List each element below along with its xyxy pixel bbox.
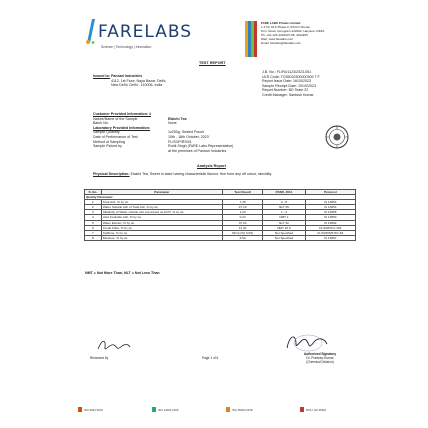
analysis-title: Analysis Report [197, 164, 226, 168]
accreditation-seal-icon [325, 125, 349, 149]
info-key: Nature/Name of the Sample [93, 116, 138, 121]
cell: Total Ash, % by wt. [101, 200, 222, 205]
cell: Moisture, % by wt. [101, 235, 222, 240]
cell: 7.30 [222, 200, 262, 205]
lab-line: Web: www.farelabs.com [261, 37, 294, 41]
brand-tagline: Science | Technology | Innovation [101, 45, 152, 49]
signatory-line: (Chemical Division) [306, 360, 334, 364]
info-row [93, 149, 263, 154]
cert-label: ISO 9001:2015 [84, 407, 103, 412]
cell: IS 13857 [305, 235, 355, 240]
sample-info-block [93, 112, 263, 153]
cell: 3 [85, 210, 102, 215]
cert-badge [78, 407, 103, 412]
brand-name: FARELABS [98, 22, 193, 42]
issued-to-block [93, 74, 208, 88]
info-value: FL/SOP/RS/01 [168, 139, 192, 144]
cell: 6 [85, 225, 102, 230]
cell: 8 [85, 235, 102, 240]
cert-label: ISO 14001:2015 [158, 407, 179, 412]
info-key: Batch No. [93, 121, 109, 126]
col-header: Protocol [305, 190, 355, 195]
results-table [84, 189, 356, 241]
table-row [85, 235, 356, 240]
cell: 4 [85, 215, 102, 220]
info-key [93, 149, 168, 154]
cell: 11.30 [222, 225, 262, 230]
page-number: Page 1 of 6 [202, 356, 219, 360]
lab-address-block [261, 21, 357, 45]
cell: Acid Insoluble Ash, % by wt. [101, 215, 222, 220]
cell: Caffeine, % by wt. [101, 230, 222, 235]
cell: 4 - 8 [263, 200, 305, 205]
cell: 2 [85, 205, 102, 210]
cell: NLT 45 [263, 205, 305, 210]
meta-row: Sample Receipt Date: 10/10/2023 [262, 83, 316, 88]
signatory-line: Authorized Signatory [303, 352, 337, 356]
cert-label: MOU: HZ 45001 [306, 407, 327, 412]
cell: 5 [85, 220, 102, 225]
cert-icon [78, 407, 82, 412]
signature-right-icon [284, 332, 330, 354]
cert-icon [152, 407, 156, 412]
cell: Not Specified [263, 230, 305, 235]
right-signatory [275, 352, 365, 364]
info-value: 1x250g, Sealed Pouch [168, 130, 205, 135]
info-value: None [168, 121, 177, 126]
cell: 6.50 [222, 235, 262, 240]
cert-icon [300, 407, 304, 412]
lab-info-heading: Laboratory Provided Information: [93, 125, 151, 130]
cell: 0.24 [222, 215, 262, 220]
cell: 37.20 [222, 220, 262, 225]
meta-row: Credit Manager: Santosh Kumar [262, 92, 314, 97]
cell: 1 - 3 [263, 210, 305, 215]
cell: 47.19 [222, 205, 262, 210]
group-label: Quality Parameter: [85, 195, 356, 200]
lab-stripes-logo [245, 21, 257, 57]
cell: IS 13854 [305, 200, 355, 205]
cell: NLT 32 [263, 220, 305, 225]
abbreviation-notes: NMT = Not More Than, NLT = Not Less Than [85, 271, 160, 275]
cert-badge [300, 407, 326, 412]
cell: Alkalinity of Water soluble ash expressed as KOH, % by wt. [101, 210, 222, 215]
cell: NMT 1 [263, 215, 305, 220]
meta-row: Report Issue Date: 16/10/2023 [262, 79, 311, 84]
info-value: 10th - 16th October, 2023 [168, 134, 209, 139]
col-header: Parameter [101, 190, 222, 195]
cell: Water Extract, % by wt. [101, 220, 222, 225]
meta-row: ULR Code: TC55032300000309 7 F [262, 74, 320, 79]
col-header: S. No. [85, 190, 102, 195]
signatory-line: Dr. Pradeep Kumar [306, 356, 334, 360]
cell: FL/SOP/MT/FC-63 [305, 230, 355, 235]
lab-name: FARE LABS Private Limited [261, 21, 301, 25]
meta-row: J.B. No.: FL/FA/1123/2023-051 [262, 70, 312, 74]
cert-badge [226, 407, 252, 412]
cell: IS 13853 [305, 215, 355, 220]
cell: IS 13862 [305, 220, 355, 225]
issued-name: Pansari Industries [110, 74, 143, 78]
info-key: Sample Picked by [93, 144, 122, 149]
signature-left-icon [96, 337, 132, 355]
info-key: Date of Performance of Test [93, 134, 138, 139]
report-title: TEST REPORT [199, 61, 226, 65]
cell: IS 13854 [305, 205, 355, 210]
cell: 1 [85, 200, 102, 205]
lab-line: Email: farelabs@farelabs.com [261, 41, 302, 45]
meta-row: Report Number: BD Team 22 [262, 88, 309, 93]
stripe-red [254, 21, 257, 57]
customer-heading: Customer Provided Information: # [93, 112, 152, 116]
cell: Crude Fiber, % by wt. [101, 225, 222, 230]
lab-line: M.G. Road, Gurugram-122002, Haryana, INDIA [261, 29, 325, 33]
col-header: Test Result [222, 190, 262, 195]
cert-icon [226, 407, 230, 412]
issued-address-line: New Delhi, Delhi - 110006, India [111, 83, 163, 88]
cell: ND (LOQ 0.05) [222, 230, 262, 235]
col-header: FSSR, 2011 [263, 190, 305, 195]
cell: 1.20 [222, 210, 262, 215]
cell: 7 [85, 230, 102, 235]
cell: Not Specified [263, 235, 305, 240]
report-meta-block [262, 70, 372, 98]
info-value: Elaichi Tea [168, 116, 187, 121]
cert-label: ISO 45001:2018 [232, 407, 253, 412]
phys-text: Elaichi Tea, Sweet in taste having characteristic flavour, free from any off odour, rancidity. [130, 172, 272, 176]
issued-address-line: 4112, 1st Floor, Naya Bazar, Delhi, [111, 78, 167, 83]
lab-line: Ph: +91-124-4223207-08, 4034205 [261, 33, 308, 37]
cell: NMT 16.5 [263, 225, 305, 230]
physical-description [93, 172, 363, 177]
info-key: Method of Sampling [93, 139, 125, 144]
lab-line: L-17/3, DLF Phase-II, IFFCO Chowk, [261, 25, 311, 29]
cell: Water Soluble Ash of Total Ash, % by wt. [101, 205, 222, 210]
info-value: at the premises of Pansari Industries [168, 148, 227, 153]
farelabs-logo-icon [86, 19, 96, 45]
info-value: Rohit Singh (FARE Labs Representative) [168, 144, 234, 149]
cell: FL/SOP/FC-154 [305, 225, 355, 230]
left-signatory: Reviewed by [90, 356, 109, 360]
cert-badge [152, 407, 178, 412]
issued-label: Issued to: [93, 74, 110, 78]
cell: IS 13856 [305, 210, 355, 215]
phys-label: Physical Description: [93, 172, 130, 176]
info-key: Sample Quantity [93, 130, 120, 135]
